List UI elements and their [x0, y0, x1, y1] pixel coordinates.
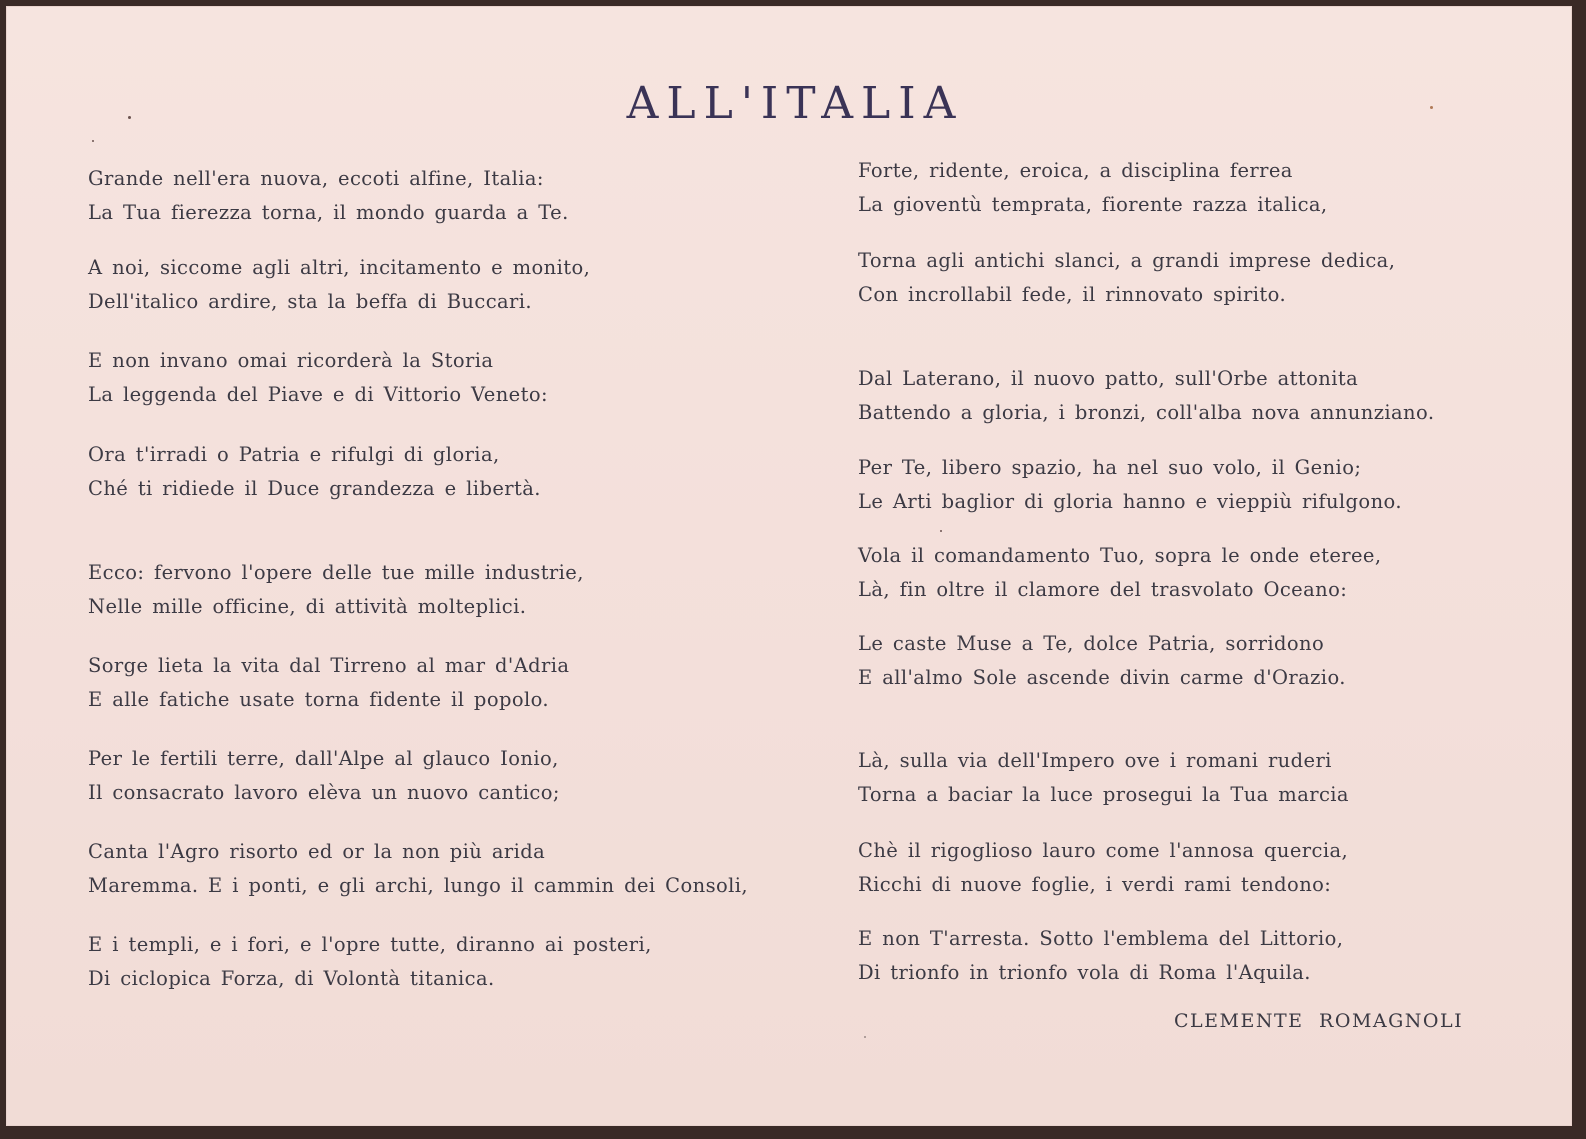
stanza — [858, 627, 1346, 695]
verse-line: Ecco: fervono l'opere delle tue mille industrie, — [88, 561, 584, 584]
verse-line: La Tua fierezza torna, il mondo guarda a Te. — [88, 201, 569, 224]
verse-line: E non invano omai ricorderà la Storia — [88, 349, 494, 372]
stanza — [858, 154, 1328, 222]
stanza — [858, 539, 1381, 607]
stanza — [858, 922, 1343, 990]
verse-line: Battendo a gloria, i bronzi, coll'alba nova annunziano. — [858, 401, 1435, 424]
paper-speck — [940, 530, 942, 532]
verse-line: E alle fatiche usate torna fidente il popolo. — [88, 688, 550, 711]
stanza — [88, 556, 584, 624]
verse-line: Chè il rigoglioso lauro come l'annosa quercia, — [858, 839, 1349, 862]
verse-line: Per Te, libero spazio, ha nel suo volo, il Genio; — [858, 456, 1362, 479]
verse-line: Grande nell'era nuova, eccoti alfine, Italia: — [88, 167, 544, 190]
verse-line: La leggenda del Piave e di Vittorio Veneto: — [88, 383, 548, 406]
stanza — [88, 438, 541, 506]
stanza — [858, 834, 1348, 902]
verse-line: E i templi, e i fori, e l'opre tutte, diranno ai posteri, — [88, 933, 652, 956]
verse-line: Dal Laterano, il nuovo patto, sull'Orbe attonita — [858, 367, 1359, 390]
stanza — [88, 928, 652, 996]
verse-line: Ché ti ridiede il Duce grandezza e libertà. — [88, 477, 541, 500]
stanza — [88, 649, 569, 717]
verse-line: A noi, siccome agli altri, incitamento e monito, — [88, 256, 591, 279]
verse-line: Torna agli antichi slanci, a grandi imprese dedica, — [858, 249, 1396, 272]
paper-speck — [128, 116, 131, 119]
paper-speck — [1430, 106, 1433, 109]
verse-line: E all'almo Sole ascende divin carme d'Orazio. — [858, 666, 1346, 689]
verse-line: Le caste Muse a Te, dolce Patria, sorridono — [858, 632, 1325, 655]
stanza — [88, 344, 548, 412]
verse-line: Sorge lieta la vita dal Tirreno al mar d'Adria — [88, 654, 570, 677]
verse-line: Forte, ridente, eroica, a disciplina ferrea — [858, 159, 1293, 182]
stanza — [88, 251, 590, 319]
stanza — [858, 244, 1395, 312]
verse-line: Di ciclopica Forza, di Volontà titanica. — [88, 967, 495, 990]
verse-line: Torna a baciar la luce prosegui la Tua marcia — [858, 783, 1349, 806]
stanza — [88, 742, 560, 810]
verse-line: Il consacrato lavoro elèva un nuovo cantico; — [88, 781, 560, 804]
paper-speck — [864, 1036, 866, 1038]
poem-sheet — [6, 6, 1572, 1126]
poem-title: ALL'ITALIA — [626, 78, 964, 129]
stanza — [858, 451, 1402, 519]
stanza — [88, 835, 748, 903]
verse-line: Ora t'irradi o Patria e rifulgi di gloria, — [88, 443, 500, 466]
verse-line: Con incrollabil fede, il rinnovato spirito. — [858, 283, 1287, 306]
verse-line: Dell'italico ardire, sta la beffa di Buccari. — [88, 290, 533, 313]
paper-speck — [92, 140, 94, 142]
stanza — [88, 162, 569, 230]
verse-line: Per le fertili terre, dall'Alpe al glauco Ionio, — [88, 747, 559, 770]
verse-line: Le Arti baglior di gloria hanno e vieppiù rifulgono. — [858, 490, 1402, 513]
verse-line: Vola il comandamento Tuo, sopra le onde eteree, — [858, 544, 1382, 567]
verse-line: Là, sulla via dell'Impero ove i romani ruderi — [858, 749, 1332, 772]
verse-line: Maremma. E i ponti, e gli archi, lungo il cammin dei Consoli, — [88, 874, 748, 897]
verse-line: Là, fin oltre il clamore del trasvolato Oceano: — [858, 578, 1348, 601]
verse-line: Di trionfo in trionfo vola di Roma l'Aquila. — [858, 961, 1311, 984]
author-signature: CLEMENTE ROMAGNOLI — [1174, 1010, 1464, 1032]
verse-line: E non T'arresta. Sotto l'emblema del Littorio, — [858, 927, 1344, 950]
stanza — [858, 744, 1349, 812]
verse-line: Nelle mille officine, di attività molteplici. — [88, 595, 527, 618]
verse-line: Canta l'Agro risorto ed or la non più arida — [88, 840, 546, 863]
verse-line: La gioventù temprata, fiorente razza italica, — [858, 193, 1328, 216]
stanza — [858, 362, 1434, 430]
verse-line: Ricchi di nuove foglie, i verdi rami tendono: — [858, 873, 1332, 896]
